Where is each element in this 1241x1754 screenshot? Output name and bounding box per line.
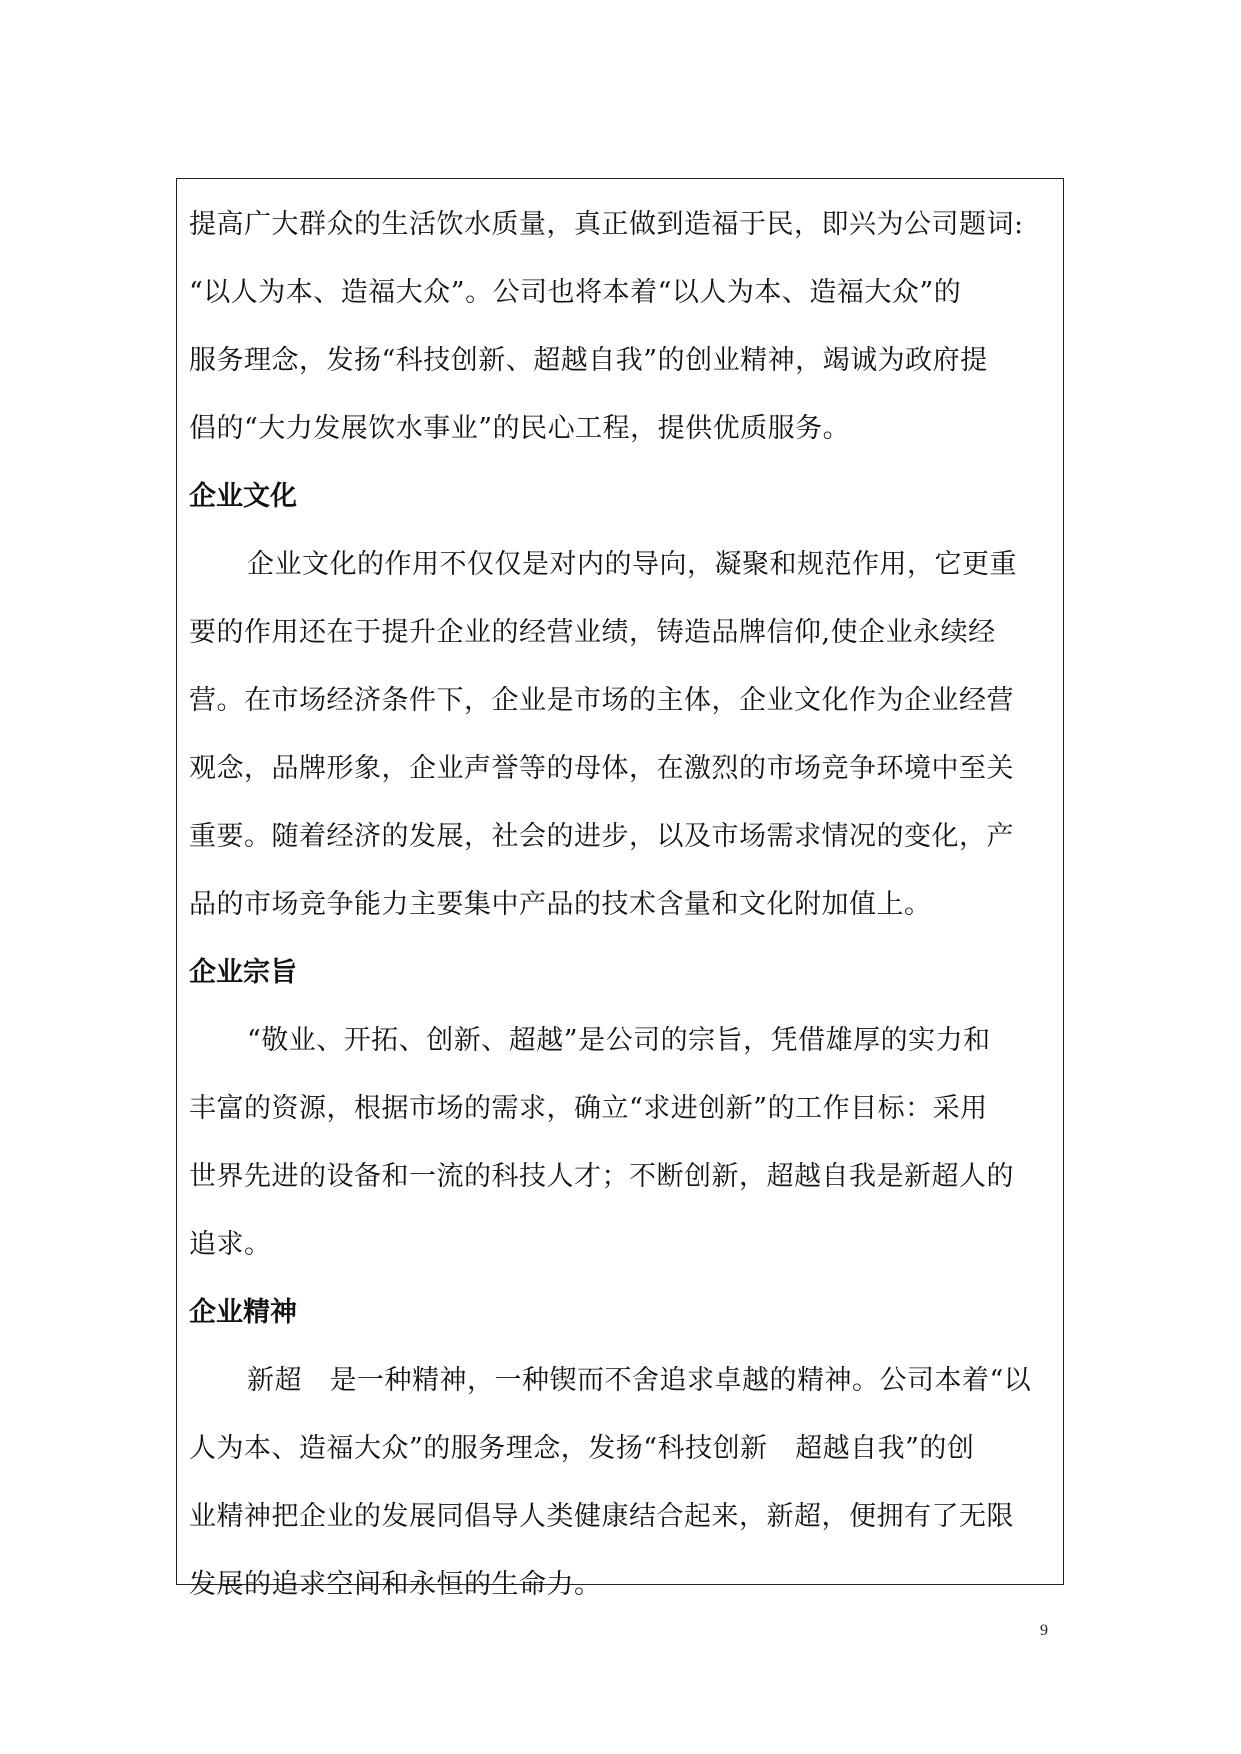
text-line: 企业文化的作用不仅仅是对内的导向，凝聚和规范作用，它更重 bbox=[247, 549, 1017, 580]
purpose-paragraph bbox=[189, 1007, 1051, 1279]
document-body bbox=[189, 191, 1051, 1619]
intro-paragraph bbox=[189, 191, 1051, 463]
page-number: 9 bbox=[1040, 1622, 1048, 1639]
text-line: 发展的追求空间和永恒的生命力。 bbox=[189, 1569, 602, 1600]
text-line: 新超 是一种精神，一种锲而不舍追求卓越的精神。公司本着“以 bbox=[247, 1365, 1032, 1396]
text-line: 丰富的资源，根据市场的需求，确立“求进创新”的工作目标：采用 bbox=[189, 1093, 988, 1124]
culture-paragraph bbox=[189, 531, 1051, 939]
text-line: 重要。随着经济的发展，社会的进步，以及市场需求情况的变化，产 bbox=[189, 821, 1014, 852]
text-line: 观念，品牌形象，企业声誉等的母体，在激烈的市场竞争环境中至关 bbox=[189, 753, 1014, 784]
section-heading-culture: 企业文化 bbox=[189, 481, 297, 512]
text-line: 营。在市场经济条件下，企业是市场的主体，企业文化作为企业经营 bbox=[189, 685, 1014, 716]
content-frame bbox=[176, 178, 1064, 1600]
text-line: “敬业、开拓、创新、超越”是公司的宗旨，凭借雄厚的实力和 bbox=[247, 1025, 991, 1056]
text-line: 业精神把企业的发展同倡导人类健康结合起来，新超，便拥有了无限 bbox=[189, 1501, 1014, 1532]
section-heading-purpose: 企业宗旨 bbox=[189, 957, 297, 988]
text-line: 追求。 bbox=[189, 1229, 272, 1260]
section-heading-spirit: 企业精神 bbox=[189, 1297, 297, 1328]
text-line: 人为本、造福大众”的服务理念，发扬“科技创新 超越自我”的创 bbox=[189, 1433, 975, 1464]
text-line: “以人为本、造福大众”。公司也将本着“以人为本、造福大众”的 bbox=[189, 277, 962, 308]
text-line: 倡的“大力发展饮水事业”的民心工程，提供优质服务。 bbox=[189, 413, 851, 444]
text-line: 服务理念，发扬“科技创新、超越自我”的创业精神，竭诚为政府提 bbox=[189, 345, 988, 376]
spirit-paragraph bbox=[189, 1347, 1051, 1619]
text-line: 品的市场竞争能力主要集中产品的技术含量和文化附加值上。 bbox=[189, 889, 932, 920]
text-line: 世界先进的设备和一流的科技人才；不断创新，超越自我是新超人的 bbox=[189, 1161, 1014, 1192]
text-line: 提高广大群众的生活饮水质量，真正做到造福于民，即兴为公司题词: bbox=[189, 209, 1024, 240]
text-line: 要的作用还在于提升企业的经营业绩，铸造品牌信仰,使企业永续经 bbox=[189, 617, 996, 648]
